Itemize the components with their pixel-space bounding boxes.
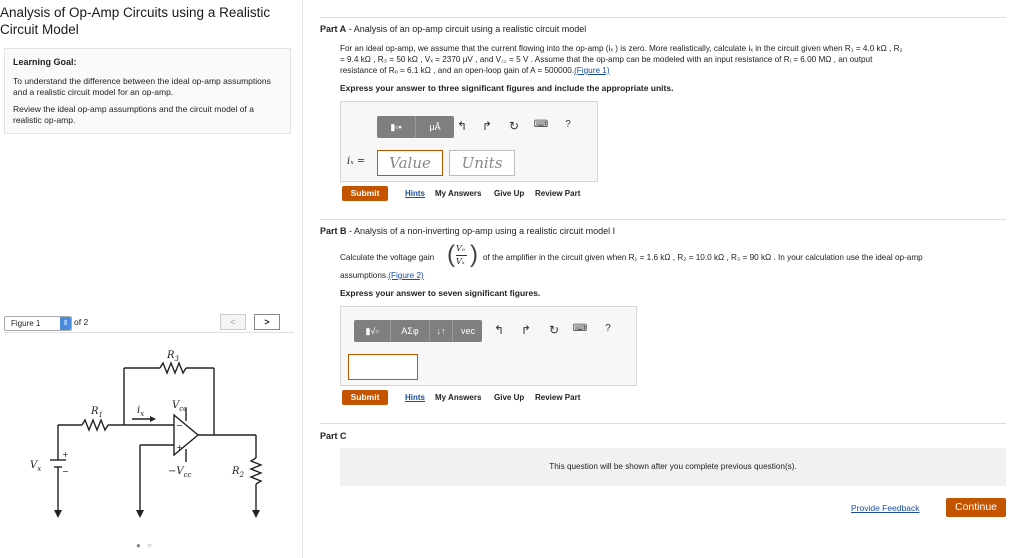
part-b-my-answers-link[interactable]: My Answers <box>435 393 482 402</box>
label-ix: $i_x$ <box>137 405 145 418</box>
sqrt-template-icon[interactable]: ▮√▫ <box>354 320 391 342</box>
label-neg-vcc: $-V_{cc}$ <box>168 466 192 479</box>
part-c-title: Part C <box>320 431 347 441</box>
gain-fraction: ( Vₒ Vₓ ) <box>447 241 478 268</box>
learning-goal-text: To understand the difference between the ideal op-amp assumptions and a realistic circuit model for an op-amp. <box>13 76 271 97</box>
arrow-head <box>150 416 156 422</box>
resistor-r2 <box>251 458 261 484</box>
part-b-line2: assumptions.(Figure 2) <box>340 271 424 280</box>
part-a-line1: For an ideal op-amp, we assume that the current flowing into the op-amp (iₓ ) is zero. More realistically, calculate iₓ in the circuit given when R₁ = 4.0 kΩ , R₂ <box>340 44 903 53</box>
label-r3: $R_3$ <box>167 350 179 363</box>
part-a-instruction: Express your answer to three significant figures and include the appropriate units. <box>340 83 674 93</box>
column-divider <box>302 0 303 558</box>
part-b-toolbar <box>354 320 482 342</box>
figure-prev-button[interactable]: < <box>220 314 246 330</box>
part-a-submit-button[interactable]: Submit <box>342 186 388 201</box>
keyboard-icon[interactable]: ⌨ <box>533 119 549 130</box>
opamp-minus: − <box>176 421 183 430</box>
part-b-line1b: of the amplifier in the circuit given when R₁ = 1.6 kΩ , R₂ = 10.0 kΩ , R₃ = 90 kΩ . In your calculation use the ideal op-amp <box>483 253 923 262</box>
resistor-r3 <box>160 363 186 373</box>
figure-2-link[interactable]: (Figure 2) <box>388 271 424 280</box>
part-b-give-up-link[interactable]: Give Up <box>494 393 525 402</box>
undo-icon[interactable]: ↰ <box>456 119 468 133</box>
part-b-line1a: Calculate the voltage gain <box>340 253 435 262</box>
figure-1-link[interactable]: (Figure 1) <box>574 66 610 75</box>
part-a-divider <box>320 17 1006 18</box>
part-b-instruction: Express your answer to seven significant figures. <box>340 288 541 298</box>
fraction-numerator: Vₒ <box>456 244 465 253</box>
figure-next-button[interactable]: > <box>254 314 280 330</box>
part-a-my-answers-link[interactable]: My Answers <box>435 189 482 198</box>
redo-icon[interactable]: ↱ <box>481 119 493 133</box>
reset-icon[interactable]: ↻ <box>548 323 560 337</box>
help-icon[interactable]: ? <box>565 119 571 130</box>
circuit-figure <box>20 340 280 530</box>
part-a-line2: = 9.4 kΩ , R₃ = 50 kΩ , Vₓ = 2370 μV , and V꜀꜀ = 5 V . Assume that the op-amp can be modeled with an input resistance of Rᵢ = 6.00 MΩ , an output <box>340 55 873 64</box>
part-b-hints-link[interactable]: Hints <box>405 393 425 402</box>
label-r1: $R_1$ <box>91 406 103 419</box>
label-r2: $R_2$ <box>232 466 244 479</box>
source-plus: + <box>62 450 69 459</box>
learning-goal-review: Review the ideal op-amp assumptions and the circuit model of a realistic op-amp. <box>13 104 254 125</box>
value-input[interactable]: Value <box>377 150 443 176</box>
continue-button[interactable]: Continue <box>946 498 1006 517</box>
vec-button[interactable]: vec <box>460 326 475 336</box>
figure-pager-dots[interactable]: ● ○ <box>136 541 154 550</box>
part-b-answer-input[interactable] <box>348 354 418 380</box>
part-c-locked-message: This question will be shown after you complete previous question(s). <box>340 448 1006 486</box>
ground-arrow <box>252 510 260 518</box>
template-icon[interactable]: ▮▫▪ <box>377 116 416 138</box>
part-a-toolbar <box>377 116 454 138</box>
redo-icon[interactable]: ↱ <box>520 323 532 337</box>
learning-goal-box <box>4 48 291 134</box>
part-b-submit-button[interactable]: Submit <box>342 390 388 405</box>
opamp-plus: + <box>176 443 183 452</box>
keyboard-icon[interactable]: ⌨ <box>572 323 588 334</box>
units-input[interactable]: Units <box>449 150 515 176</box>
figure-count: of 2 <box>74 317 89 327</box>
ground-arrow <box>136 510 144 518</box>
part-a-hints-link[interactable]: Hints <box>405 189 425 198</box>
part-b-title: Part B - Analysis of a non-inverting op-amp using a realistic circuit model I <box>320 226 616 236</box>
help-icon[interactable]: ? <box>605 323 611 334</box>
part-c-divider <box>320 423 1006 424</box>
page-title: Analysis of Op-Amp Circuits using a Realistic Circuit Model <box>0 5 271 37</box>
part-a-title: Part A - Analysis of an op-amp circuit using a realistic circuit model <box>320 24 587 34</box>
figure-select[interactable] <box>4 316 72 331</box>
label-vx: $V_x$ <box>30 460 42 473</box>
select-arrows-icon: ⇕ <box>60 317 71 330</box>
part-a-review-link[interactable]: Review Part <box>535 189 581 198</box>
source-minus: − <box>62 467 69 476</box>
fraction-denominator: Vₓ <box>456 257 465 266</box>
part-b-review-link[interactable]: Review Part <box>535 393 581 402</box>
units-button[interactable]: μÅ <box>429 122 441 132</box>
provide-feedback-link[interactable]: Provide Feedback <box>851 503 920 513</box>
undo-icon[interactable]: ↰ <box>493 323 505 337</box>
learning-goal-heading: Learning Goal: <box>13 57 77 67</box>
part-a-line3: resistance of Rₒ = 6.1 kΩ , and an open-loop gain of A = 500000.(Figure 1) <box>340 66 610 75</box>
part-b-divider <box>320 219 1006 220</box>
label-vcc: $V_{cc}$ <box>172 400 188 413</box>
reset-icon[interactable]: ↻ <box>508 119 520 133</box>
figure-select-value: Figure 1 <box>11 319 41 328</box>
ground-arrow <box>54 510 62 518</box>
subscript-button[interactable]: ↓↑ <box>430 320 453 342</box>
part-a-give-up-link[interactable]: Give Up <box>494 189 525 198</box>
resistor-r1 <box>82 420 108 430</box>
part-a-var-label: iₓ = <box>347 156 366 167</box>
greek-button[interactable]: ΑΣφ <box>391 320 430 342</box>
